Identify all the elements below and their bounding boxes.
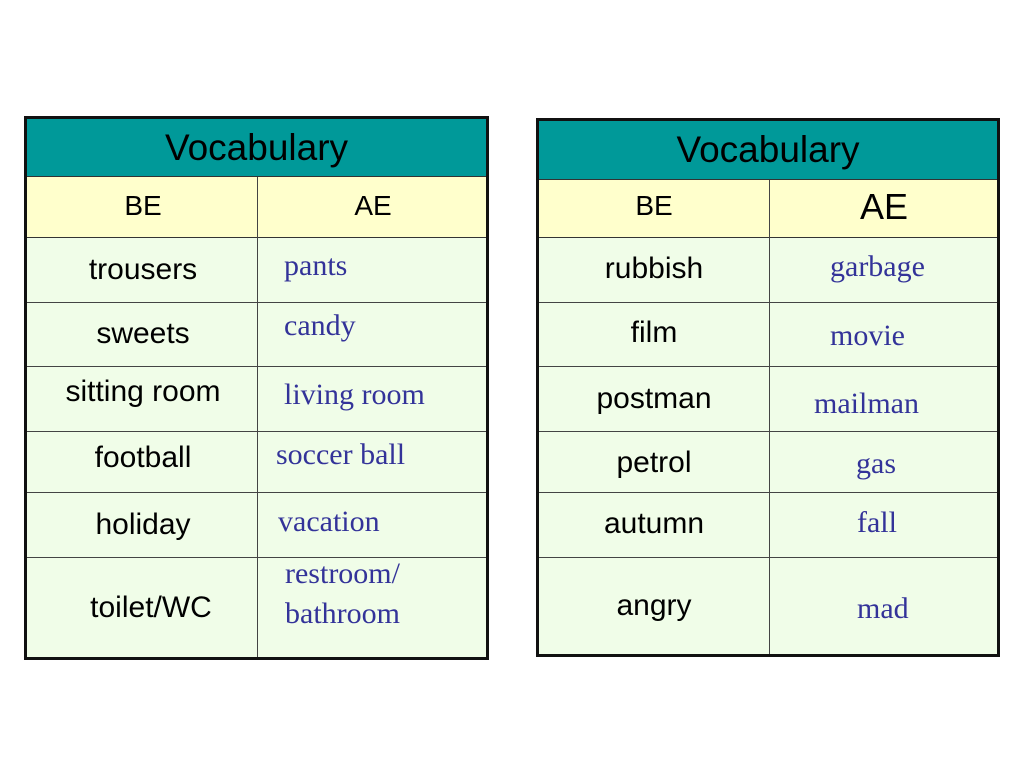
column-divider [257,177,258,657]
column-divider [769,180,770,654]
row-divider [27,366,486,367]
table-header-row [539,180,997,238]
ae-word: vacation [278,505,380,538]
table-title: Vocabulary [676,129,860,170]
be-word: sweets [96,317,190,350]
ae-word: garbage [830,250,925,283]
ae-word: pants [284,249,348,282]
be-word: holiday [95,508,191,541]
be-word: petrol [616,446,692,479]
ae-word: fall [857,506,897,539]
row-divider [27,557,486,558]
ae-word: soccer ball [276,438,406,471]
be-word: film [630,316,678,349]
header-be: BE [635,190,673,221]
row-divider [539,557,997,558]
table-title: Vocabulary [164,127,349,168]
be-word: postman [596,382,712,415]
header-ae: AE [354,190,392,221]
be-word: angry [616,589,692,622]
row-divider [27,302,486,303]
row-divider [539,366,997,367]
be-word: sitting room [65,375,221,408]
ae-word: mailman [814,387,919,420]
ae-word: living room [284,378,425,411]
row-divider [539,431,997,432]
be-word: trousers [88,253,198,286]
table-title-row [539,121,997,180]
ae-word: movie [830,319,905,352]
header-be: BE [124,190,162,221]
be-word: toilet/WC [90,591,212,624]
ae-word-line1: restroom/ [285,557,400,590]
header-ae: AE [859,186,909,227]
be-word: autumn [603,507,705,540]
be-word: football [94,441,192,474]
row-divider [539,302,997,303]
row-divider [27,431,486,432]
ae-word-line2: bathroom [285,597,400,630]
ae-word: gas [856,447,896,480]
row-divider [539,492,997,493]
vocabulary-table-right [536,118,1000,657]
vocabulary-table-left [24,116,489,660]
ae-word: candy [284,309,356,342]
be-word: rubbish [604,252,704,285]
ae-word: mad [857,592,909,625]
row-divider [27,492,486,493]
table-title-row [27,119,486,177]
